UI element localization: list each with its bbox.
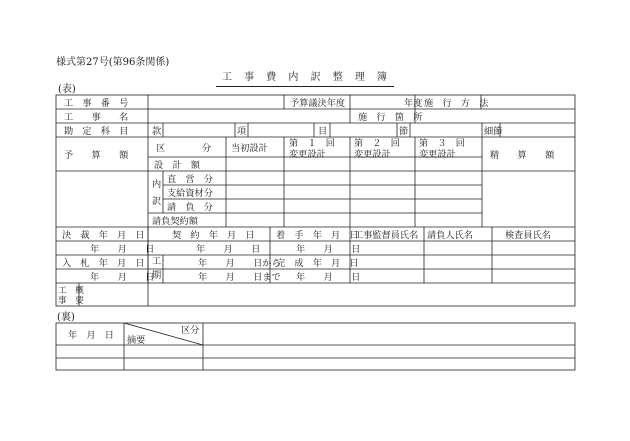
label-inspector-name: 検査員氏名 <box>505 230 551 241</box>
back-division-header: 区分 <box>181 325 200 336</box>
title-char: 内 <box>288 72 299 83</box>
period-until: 年 月 日まで <box>198 272 281 283</box>
label-period-1: 工 <box>152 256 162 267</box>
title-char: 整 <box>332 72 343 83</box>
title-char: 簿 <box>376 72 387 83</box>
label-breakdown-1: 内 <box>152 179 162 190</box>
label-construction-name: 工 事 名 <box>64 112 129 123</box>
title-char: 訳 <box>310 72 321 83</box>
label-summary-2: 事 要 <box>58 296 84 306</box>
title-char: 工 <box>222 72 232 83</box>
form-reference: 様式第27号(第96条関係) <box>56 57 170 68</box>
label-period-2: 期 <box>152 270 162 281</box>
header-change1-a: 第 １ 回 <box>289 138 335 149</box>
label-kou: 項 <box>237 126 247 137</box>
label-start-date: 着 手 年 月 日 <box>276 230 359 241</box>
label-kan: 款 <box>152 126 162 137</box>
label-year-suffix: 年度 <box>404 98 423 109</box>
row-contract-portion: 請 負 分 <box>167 202 213 213</box>
label-setsu: 節 <box>399 126 409 137</box>
bid-ymd: 年 月 日 <box>90 272 155 283</box>
label-account-item: 勘 定 科 目 <box>64 126 129 137</box>
completion-ymd: 年 月 日 <box>296 272 361 283</box>
label-saisetsu: 細節 <box>484 126 503 137</box>
period-from: 年 月 日から <box>198 258 281 269</box>
label-moku: 目 <box>318 126 328 137</box>
header-initial-design: 当初設計 <box>231 143 268 154</box>
row-design-amount: 設 計 額 <box>154 160 200 171</box>
header-settled-amount: 精 算 額 <box>490 150 555 161</box>
label-budget-year: 予算議決年度 <box>290 98 346 109</box>
start-ymd: 年 月 日 <box>296 244 361 255</box>
contract-ymd: 年 月 日 <box>196 244 261 255</box>
title-char: 費 <box>266 72 277 83</box>
label-supervisor-name: 工事監督員氏名 <box>354 230 419 241</box>
label-budget-amount: 予 算 額 <box>64 150 129 161</box>
back-table-lines <box>56 323 575 370</box>
row-supplied-materials: 支給資材分 <box>167 188 213 199</box>
row-contract-amount: 請負契約額 <box>152 216 198 227</box>
back-side-label: (裏) <box>57 312 75 323</box>
row-direct-work: 直 営 分 <box>167 174 213 185</box>
label-summary-1: 工 概 <box>58 286 84 296</box>
label-construction-site: 施 行 箇 所 <box>358 112 423 123</box>
label-completion-date: 完 成 年 月 日 <box>276 258 359 269</box>
header-change1-b: 変更設計 <box>289 149 326 160</box>
back-summary-header: 摘要 <box>127 335 146 346</box>
label-construction-number: 工 事 番 号 <box>64 98 129 109</box>
label-breakdown-2: 訳 <box>152 196 162 207</box>
title-char: 事 <box>244 72 255 83</box>
label-contract-date: 契 約 年 月 日 <box>172 230 255 241</box>
title-char: 理 <box>354 72 365 83</box>
label-execution-method: 施 行 方 法 <box>424 98 489 109</box>
header-division: 区 分 <box>156 143 212 154</box>
decision-ymd: 年 月 日 <box>90 244 155 255</box>
label-bid-date: 入 札 年 月 日 <box>62 258 145 269</box>
header-change3-a: 第 ３ 回 <box>419 138 465 149</box>
front-side-label: (表) <box>58 84 76 95</box>
back-date-header: 年 月 日 <box>68 330 114 341</box>
header-change2-a: 第 ２ 回 <box>354 138 400 149</box>
label-decision-date: 決 裁 年 月 日 <box>62 230 145 241</box>
label-contractor-name: 請負人氏名 <box>427 230 473 241</box>
header-change2-b: 変更設計 <box>354 149 391 160</box>
header-change3-b: 変更設計 <box>419 149 456 160</box>
